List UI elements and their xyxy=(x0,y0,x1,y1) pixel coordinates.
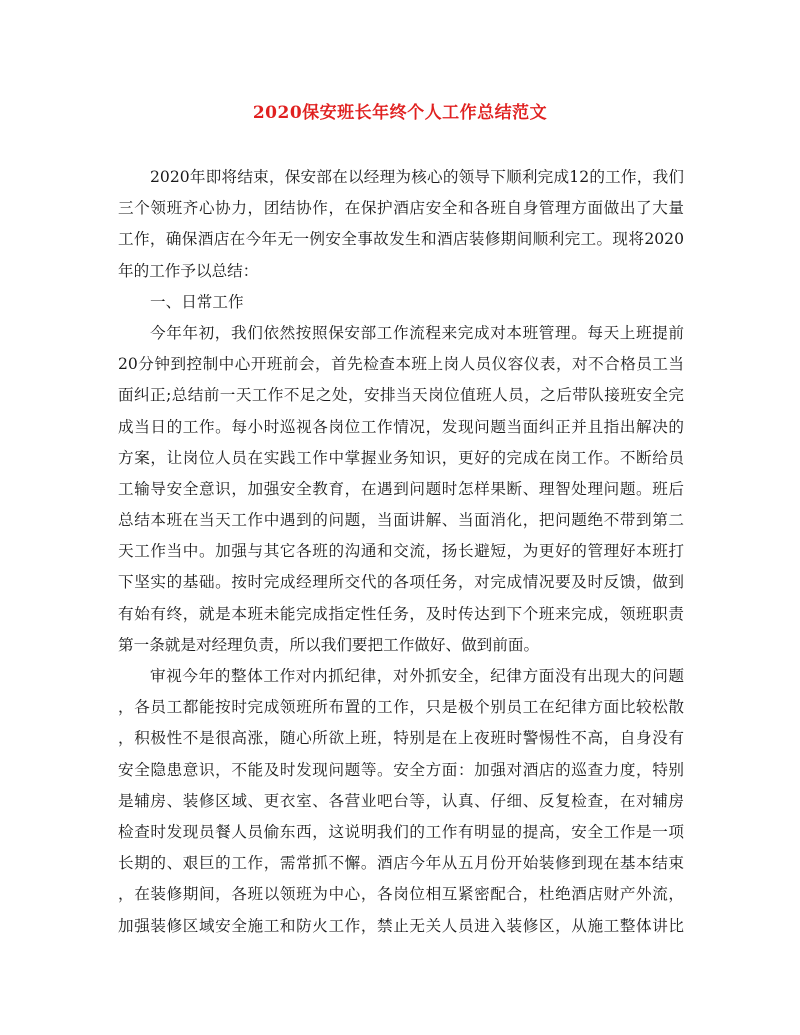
paragraph-line: 成当日的工作。每小时巡视各岗位工作情况，发现问题当面纠正并且指出解决的 xyxy=(118,417,684,436)
paragraph-line: 加强装修区域安全施工和防火工作，禁止无关人员进入装修区，从施工整体讲比 xyxy=(118,916,684,935)
paragraph-line: 检查时发现员餐人员偷东西，这说明我们的工作有明显的提高，安全工作是一项 xyxy=(118,822,684,841)
paragraph-line: 总结本班在当天工作中遇到的问题，当面讲解、当面消化，把问题绝不带到第二 xyxy=(118,511,684,530)
paragraph-line: 今年年初，我们依然按照保安部工作流程来完成对本班管理。每天上班提前 xyxy=(150,323,684,342)
paragraph-line: ，积极性不是很高涨，随心所欲上班，特别是在上夜班时警惕性不高，自身没有 xyxy=(118,729,684,748)
paragraph-line: ，在装修期间，各班以领班为中心，各岗位相互紧密配合，杜绝酒店财产外流， xyxy=(118,885,684,904)
paragraph-line: 面纠正;总结前一天工作不足之处，安排当天岗位值班人员，之后带队接班安全完 xyxy=(118,386,684,405)
paragraph-line: 长期的、艰巨的工作，需常抓不懈。酒店今年从五月份开始装修到现在基本结束 xyxy=(118,854,684,873)
paragraph-line: 三个领班齐心协力，团结协作，在保护酒店安全和各班自身管理方面做出了大量 xyxy=(118,199,684,218)
paragraph-line: ，各员工都能按时完成领班所布置的工作，只是极个别员工在纪律方面比较松散 xyxy=(118,698,684,717)
paragraph-line: 安全隐患意识，不能及时发现问题等。安全方面：加强对酒店的巡查力度，特别 xyxy=(118,760,684,779)
document-body xyxy=(118,162,684,942)
paragraph-line: 方案，让岗位人员在实践工作中掌握业务知识，更好的完成在岗工作。不断给员 xyxy=(118,448,684,467)
paragraph-line: 2020年即将结束，保安部在以经理为核心的领导下顺利完成12的工作，我们 xyxy=(150,168,684,186)
paragraph-line: 年的工作予以总结： xyxy=(118,261,259,280)
paragraph-line: 审视今年的整体工作对内抓纪律，对外抓安全，纪律方面没有出现大的问题 xyxy=(150,667,684,685)
paragraph-line: 工作，确保酒店在今年无一例安全事故发生和酒店装修期间顺利完工。现将2020 xyxy=(118,230,684,249)
paragraph-line: 工输导安全意识，加强安全教育，在遇到问题时怎样果断、理智处理问题。班后 xyxy=(118,479,684,498)
paragraph-line: 一、日常工作 xyxy=(150,292,244,311)
paragraph-line: 第一条就是对经理负责，所以我们要把工作做好、做到前面。 xyxy=(118,635,540,654)
paragraph-line: 天工作当中。加强与其它各班的沟通和交流，扬长避短，为更好的管理好本班打 xyxy=(118,542,684,561)
document-title: 2020保安班长年终个人工作总结范文 xyxy=(252,103,548,123)
paragraph-line: 有始有终，就是本班未能完成指定性任务，及时传达到下个班来完成，领班职责 xyxy=(118,604,684,623)
paragraph-line: 是辅房、装修区域、更衣室、各营业吧台等，认真、仔细、反复检查，在对辅房 xyxy=(118,791,684,810)
paragraph-line: 20分钟到控制中心开班前会，首先检查本班上岗人员仪容仪表，对不合格员工当 xyxy=(118,355,684,374)
paragraph-line: 下坚实的基础。按时完成经理所交代的各项任务，对完成情况要及时反馈，做到 xyxy=(118,573,684,592)
